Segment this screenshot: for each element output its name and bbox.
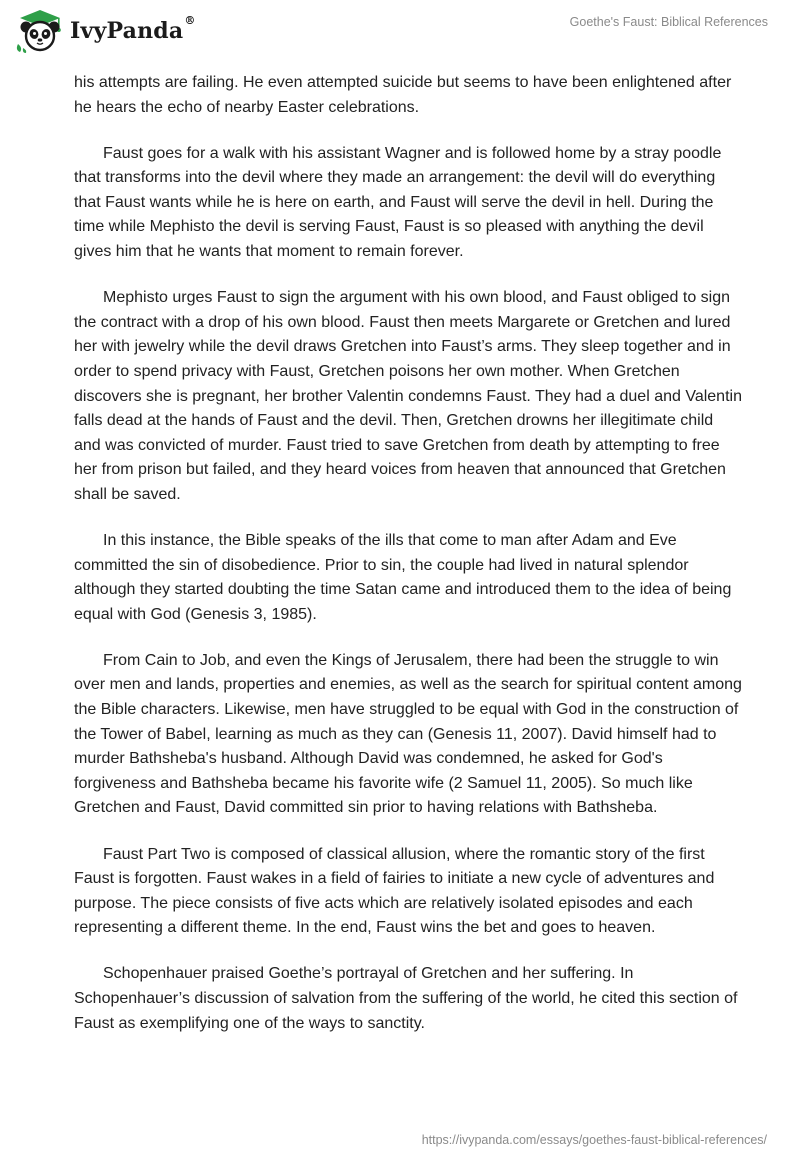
essay-paragraph: Schopenhauer praised Goethe’s portrayal of Gretchen and her suffering. In Schopenhauer’s discussion of salvation from the suffering of the world, he cited this section of Faust as exemplifying one of the ways to sanctity.	[74, 965, 738, 1032]
essay-paragraph: From Cain to Job, and even the Kings of Jerusalem, there had been the struggle to win over men and lands, properties and enemies, as well as the search for spiritual content among the Bible characters. Likewise, men have struggled to be equal with God in the construction of the Tower of Babel, learning as much as they can (Genesis 11, 2007). David himself had to murder Bathsheba's husband. Although David was condemned, he asked for God's forgiveness and Bathsheba became his favorite wife (2 Samuel 11, 2005). So much like Gretchen and Faust, David committed sin prior to having relations with Bathsheba.	[74, 651, 742, 817]
essay-paragraph: Faust Part Two is composed of classical allusion, where the romantic story of the first Faust is forgotten. Faust wakes in a field of fairies to initiate a new cycle of adventures and purpose. The piece consists of five acts which are relatively isolated episodes and each representing a different theme. In the end, Faust wins the bet and goes to heaven.	[74, 845, 715, 937]
essay-paragraph: Faust goes for a walk with his assistant Wagner and is followed home by a stray poodle that transforms into the devil where they made an arrangement: the devil will do everything that Faust wants while he is here on earth, and Faust will serve the devil in hell. During the time while Mephisto the devil is serving Faust, Faust is so pleased with anything the devil gives him that he wants that moment to remain forever.	[74, 144, 722, 261]
essay-paragraph: In this instance, the Bible speaks of the ills that come to man after Adam and Eve committed the sin of disobedience. Prior to sin, the couple had lived in natural splendor although they started doubting the time Satan came and introduced them to the idea of being equal with God (Genesis 3, 1985).	[74, 532, 732, 623]
registered-mark: ®	[184, 14, 196, 27]
page-header	[0, 0, 800, 62]
logo-wordmark: IvyPanda®	[70, 14, 196, 44]
document-title: Goethe's Faust: Biblical References	[569, 15, 768, 29]
ivypanda-logo[interactable]	[14, 8, 196, 54]
panda-graduate-icon	[14, 8, 66, 54]
essay-body	[74, 71, 744, 1058]
source-url-link[interactable]: https://ivypanda.com/essays/goethes-faust-biblical-references/	[421, 1133, 767, 1147]
essay-paragraph: Mephisto urges Faust to sign the argument with his own blood, and Faust obliged to sign the contract with a drop of his own blood. Faust then meets Margarete or Gretchen and lured her with jewelry while the devil draws Gretchen into Faust’s arms. They sleep together and in order to spend privacy with Faust, Gretchen poisons her own mother. When Gretchen discovers she is pregnant, her brother Valentin condemns Faust. They had a duel and Valentin falls dead at the hands of Faust and the devil. Then, Gretchen drowns her illegitimate child and was convicted of murder. Faust tried to save Gretchen from death by attempting to free her from prison but failed, and they heard voices from heaven that announced that Gretchen shall be saved.	[74, 289, 742, 503]
essay-paragraph: his attempts are failing. He even attempted suicide but seems to have been enlightened after he hears the echo of nearby Easter celebrations.	[74, 74, 732, 116]
